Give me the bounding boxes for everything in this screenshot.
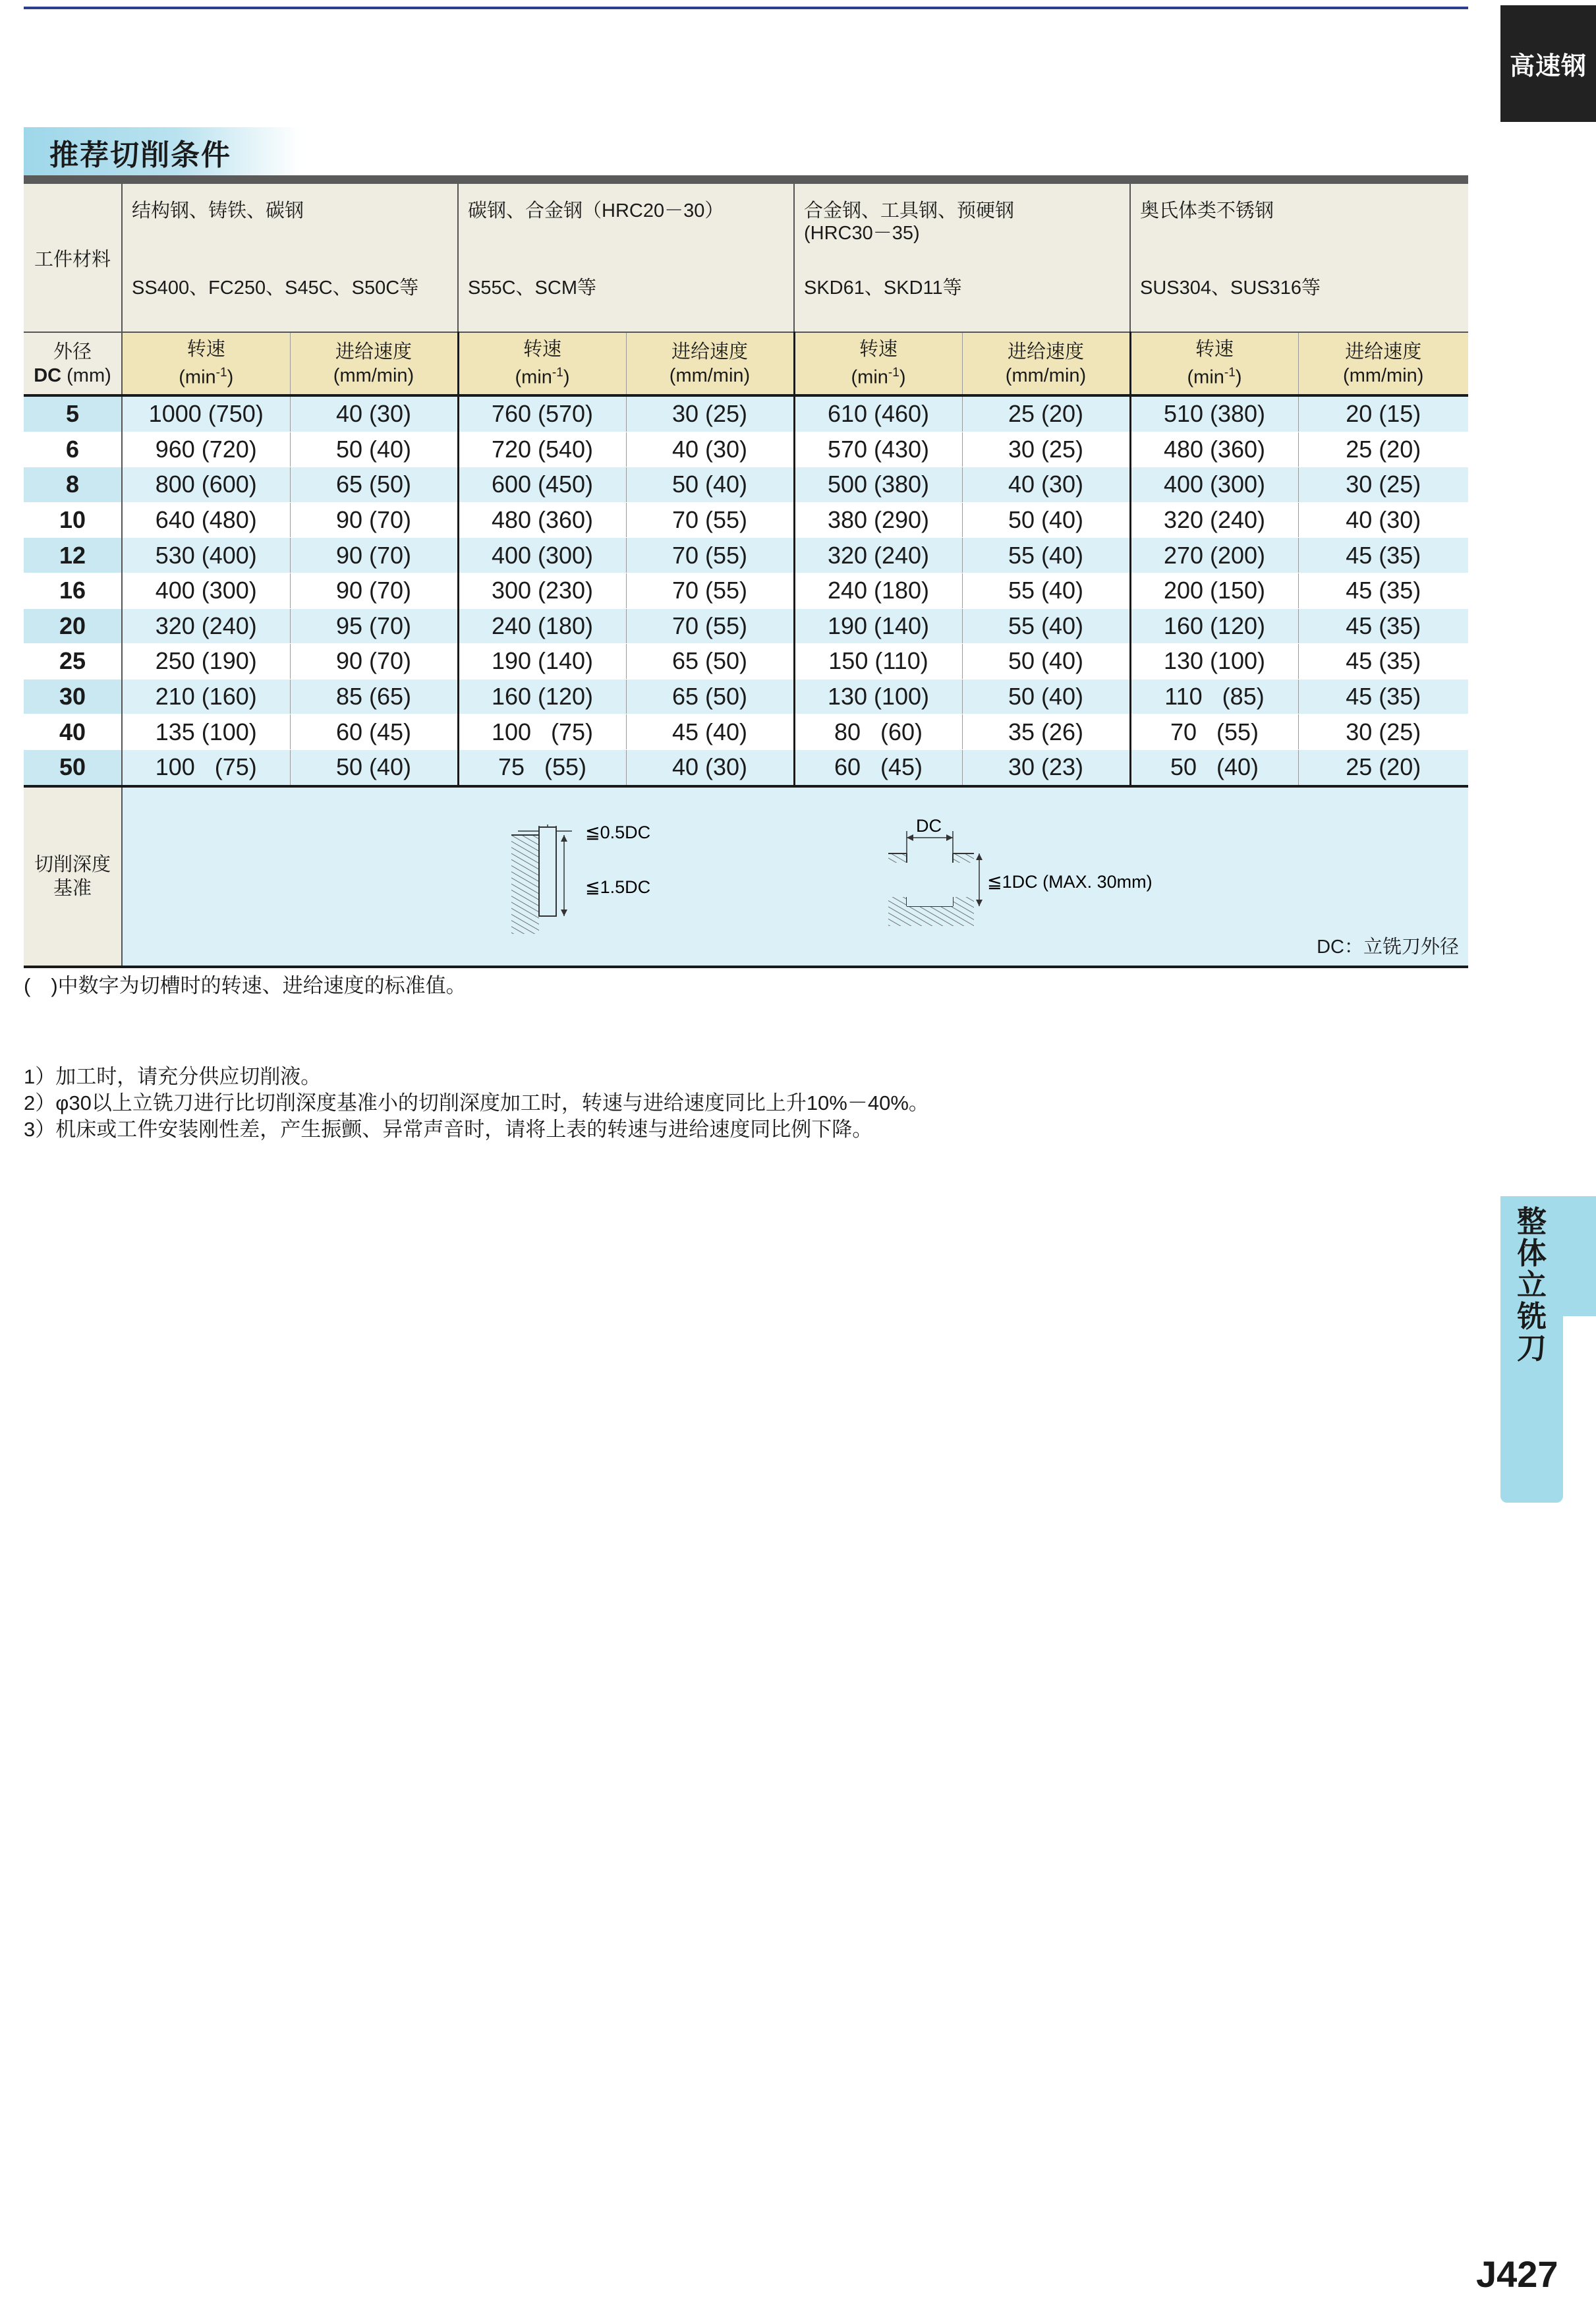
feed-value: 65 (50): [626, 679, 794, 714]
feed-value: 20 (15): [1298, 395, 1468, 432]
dc-definition-note: DC：立铣刀外径: [1317, 936, 1459, 958]
feed-value: 45 (35): [1298, 538, 1468, 573]
material-name: 奥氏体类不锈钢: [1140, 200, 1274, 221]
feed-value: 45 (35): [1298, 573, 1468, 608]
material-grade: SKD61、SKD11等: [804, 277, 962, 299]
rpm-header: [458, 332, 626, 395]
side-milling-diagram: [511, 824, 572, 934]
rpm-value: 210 (160): [122, 679, 290, 714]
rpm-header-unit-sup: -1: [888, 366, 899, 380]
table-top-rule: [24, 175, 1468, 184]
rpm-value: 960 (720): [122, 432, 290, 467]
material-label: 工件材料: [24, 184, 122, 332]
feed-header-label: 进给速度: [1345, 341, 1422, 362]
paren-note: ( )中数字为切槽时的转速、进给速度的标准值。: [24, 974, 467, 997]
depth-label: [24, 786, 122, 967]
dc-value: 8: [24, 467, 122, 503]
material-tab[interactable]: 高速钢: [1500, 5, 1596, 122]
rpm-header: [794, 332, 962, 395]
workpiece-hatch: [907, 906, 953, 926]
rpm-value: 130 (100): [1130, 644, 1298, 679]
material-grade: S55C、SCM等: [468, 277, 596, 299]
feed-value: 45 (35): [1298, 608, 1468, 644]
rpm-value: 80 (60): [794, 714, 962, 750]
category-tab-char: 整: [1516, 1205, 1547, 1238]
rpm-value: 400 (300): [1130, 467, 1298, 503]
feed-value: 90 (70): [290, 644, 458, 679]
feed-header: [626, 332, 794, 395]
dc-value: 25: [24, 644, 122, 679]
category-tab[interactable]: [1500, 1196, 1563, 1503]
dc-header-unit: (mm): [61, 364, 111, 386]
feed-value: 50 (40): [962, 679, 1130, 714]
feed-value: 55 (40): [962, 573, 1130, 608]
depth-row: [24, 786, 1468, 967]
note-item: 3）机床或工件安装刚性差，产生振颤、异常声音时，请将上表的转速与进给速度同比例下降。: [24, 1118, 873, 1141]
material-cell: [1130, 184, 1468, 332]
feed-header-label: 进给速度: [671, 341, 748, 362]
depth-diagram: [123, 788, 1468, 966]
feed-value: 50 (40): [626, 467, 794, 503]
feed-value: 30 (25): [626, 395, 794, 432]
rpm-value: 160 (120): [1130, 608, 1298, 644]
feed-header-label: 进给速度: [335, 341, 412, 362]
rpm-value: 800 (600): [122, 467, 290, 503]
rpm-value: 320 (240): [1130, 502, 1298, 538]
category-tab-char: 铣: [1516, 1300, 1547, 1333]
rpm-value: 100 (75): [458, 714, 626, 750]
rpm-header-unit-end: ): [1235, 366, 1242, 388]
feed-value: 55 (40): [962, 538, 1130, 573]
dc-value: 6: [24, 432, 122, 467]
rpm-header-unit-end: ): [899, 366, 906, 388]
table-row: [24, 538, 1468, 573]
rpm-value: 150 (110): [794, 644, 962, 679]
dc-value: 12: [24, 538, 122, 573]
feed-value: 40 (30): [1298, 502, 1468, 538]
material-grade: SS400、FC250、S45C、S50C等: [132, 277, 419, 299]
rpm-value: 250 (190): [122, 644, 290, 679]
rpm-value: 720 (540): [458, 432, 626, 467]
feed-header-unit: (mm/min): [333, 364, 414, 386]
feed-header-unit: (mm/min): [1343, 364, 1424, 386]
side-width-label: ≦0.5DC: [585, 822, 651, 842]
material-hardness: (HRC30－35): [804, 223, 920, 244]
rpm-header-unit-end: ): [563, 366, 570, 388]
rpm-value: 600 (450): [458, 467, 626, 503]
rpm-value: 130 (100): [794, 679, 962, 714]
rpm-value: 400 (300): [122, 573, 290, 608]
rpm-value: 60 (45): [794, 749, 962, 786]
rpm-value: 480 (360): [458, 502, 626, 538]
feed-value: 25 (20): [962, 395, 1130, 432]
rpm-value: 240 (180): [458, 608, 626, 644]
note-item: 2）φ30以上立铣刀进行比切削深度基准小的切削深度加工时，转速与进给速度同比上升10%－40%。: [24, 1091, 929, 1114]
slot-depth-label: ≦1DC (MAX. 30mm): [987, 871, 1153, 892]
feed-value: 40 (30): [626, 749, 794, 786]
rpm-header-unit-sup: -1: [215, 366, 227, 380]
material-row: [24, 184, 1468, 332]
material-name: 合金钢、工具钢、预硬钢: [804, 200, 1015, 221]
section-title: 推荐切削条件: [49, 139, 231, 171]
table-row: [24, 432, 1468, 467]
rpm-value: 160 (120): [458, 679, 626, 714]
rpm-header-unit: (min: [851, 366, 888, 388]
depth-label-line: 基准: [53, 877, 92, 899]
category-tab-char: 体: [1516, 1236, 1547, 1270]
page-number: J427: [1476, 2253, 1558, 2295]
rpm-header-label: 转速: [859, 339, 898, 361]
rpm-header-unit-sup: -1: [552, 366, 563, 380]
feed-value: 50 (40): [962, 502, 1130, 538]
workpiece-hatch: [511, 835, 539, 934]
depth-label-line: 切削深度: [34, 853, 111, 875]
top-rule: [24, 7, 1468, 9]
table-row: [24, 467, 1468, 503]
material-cell: [122, 184, 458, 332]
feed-value: 45 (35): [1298, 644, 1468, 679]
dc-value: 16: [24, 573, 122, 608]
dc-value: 40: [24, 714, 122, 750]
table-row: [24, 679, 1468, 714]
feed-value: 30 (25): [1298, 467, 1468, 503]
rpm-value: 760 (570): [458, 395, 626, 432]
cutting-conditions-table: [24, 184, 1468, 968]
material-name: 碳钢、合金钢（HRC20－30）: [468, 200, 724, 221]
category-tab-char: 立: [1516, 1268, 1547, 1302]
table-row: [24, 749, 1468, 786]
dc-header-symbol: DC: [34, 364, 62, 386]
dc-value: 20: [24, 608, 122, 644]
rpm-header-label: 转速: [523, 339, 561, 361]
rpm-value: 380 (290): [794, 502, 962, 538]
feed-value: 45 (35): [1298, 679, 1468, 714]
rpm-value: 50 (40): [1130, 749, 1298, 786]
rpm-value: 190 (140): [458, 644, 626, 679]
feed-value: 65 (50): [626, 644, 794, 679]
rpm-header-unit: (min: [179, 366, 216, 388]
rpm-value: 320 (240): [122, 608, 290, 644]
rpm-value: 320 (240): [794, 538, 962, 573]
table-row: [24, 714, 1468, 750]
data-rows: [24, 395, 1468, 786]
table-row: [24, 395, 1468, 432]
feed-value: 95 (70): [290, 608, 458, 644]
rpm-value: 500 (380): [794, 467, 962, 503]
feed-value: 70 (55): [626, 538, 794, 573]
rpm-value: 135 (100): [122, 714, 290, 750]
rpm-header-label: 转速: [1195, 339, 1234, 361]
dc-value: 30: [24, 679, 122, 714]
feed-value: 25 (20): [1298, 749, 1468, 786]
feed-value: 35 (26): [962, 714, 1130, 750]
feed-value: 30 (25): [962, 432, 1130, 467]
rpm-value: 480 (360): [1130, 432, 1298, 467]
side-depth-label: ≦1.5DC: [585, 877, 651, 897]
feed-value: 25 (20): [1298, 432, 1468, 467]
material-cell: [458, 184, 794, 332]
feed-value: 90 (70): [290, 573, 458, 608]
feed-header: [1298, 332, 1468, 395]
rpm-value: 70 (55): [1130, 714, 1298, 750]
slot-milling-diagram: [871, 831, 990, 926]
feed-value: 40 (30): [290, 395, 458, 432]
feed-value: 60 (45): [290, 714, 458, 750]
feed-value: 30 (23): [962, 749, 1130, 786]
table-row: [24, 573, 1468, 608]
rpm-header-unit-sup: -1: [1224, 366, 1236, 380]
material-name: 结构钢、铸铁、碳钢: [132, 200, 304, 221]
feed-value: 50 (40): [290, 432, 458, 467]
rpm-header: [122, 332, 290, 395]
table-row: [24, 608, 1468, 644]
rpm-value: 1000 (750): [122, 395, 290, 432]
rpm-value: 100 (75): [122, 749, 290, 786]
feed-value: 65 (50): [290, 467, 458, 503]
tab-cutout: [1563, 1316, 1596, 1503]
material-grade: SUS304、SUS316等: [1140, 277, 1321, 299]
feed-value: 85 (65): [290, 679, 458, 714]
feed-value: 70 (55): [626, 573, 794, 608]
material-cell: [794, 184, 1130, 332]
column-header-row: [24, 332, 1468, 395]
feed-value: 90 (70): [290, 502, 458, 538]
feed-value: 70 (55): [626, 608, 794, 644]
notes-list: [24, 1064, 929, 1143]
rpm-header-unit: (min: [1187, 366, 1224, 388]
feed-value: 45 (40): [626, 714, 794, 750]
rpm-value: 640 (480): [122, 502, 290, 538]
table-row: [24, 644, 1468, 679]
feed-header-label: 进给速度: [1007, 341, 1084, 362]
feed-value: 55 (40): [962, 608, 1130, 644]
rpm-value: 270 (200): [1130, 538, 1298, 573]
dc-header: [24, 332, 122, 395]
rpm-value: 570 (430): [794, 432, 962, 467]
rpm-value: 400 (300): [458, 538, 626, 573]
rpm-value: 75 (55): [458, 749, 626, 786]
dc-value: 5: [24, 395, 122, 432]
feed-value: 40 (30): [626, 432, 794, 467]
dc-value: 10: [24, 502, 122, 538]
dc-value: 50: [24, 749, 122, 786]
rpm-value: 300 (230): [458, 573, 626, 608]
end-mill-outline: [539, 827, 556, 916]
rpm-header-unit: (min: [515, 366, 552, 388]
rpm-value: 110 (85): [1130, 679, 1298, 714]
dc-header-label: 外径: [53, 341, 92, 362]
rpm-value: 610 (460): [794, 395, 962, 432]
category-tab-char: 刀: [1516, 1331, 1547, 1365]
feed-value: 90 (70): [290, 538, 458, 573]
rpm-header: [1130, 332, 1298, 395]
rpm-value: 510 (380): [1130, 395, 1298, 432]
feed-value: 50 (40): [290, 749, 458, 786]
table-row: [24, 502, 1468, 538]
note-item: 1）加工时，请充分供应切削液。: [24, 1065, 322, 1088]
rpm-value: 530 (400): [122, 538, 290, 573]
depth-diagram-cell: [122, 786, 1468, 967]
feed-value: 50 (40): [962, 644, 1130, 679]
rpm-header-unit-end: ): [227, 366, 234, 388]
feed-header-unit: (mm/min): [1005, 364, 1087, 386]
feed-value: 40 (30): [962, 467, 1130, 503]
feed-value: 30 (25): [1298, 714, 1468, 750]
rpm-header-label: 转速: [186, 339, 225, 361]
feed-header-unit: (mm/min): [669, 364, 751, 386]
rpm-value: 240 (180): [794, 573, 962, 608]
slot-width-label: DC: [916, 815, 942, 836]
rpm-value: 200 (150): [1130, 573, 1298, 608]
rpm-value: 190 (140): [794, 608, 962, 644]
feed-value: 70 (55): [626, 502, 794, 538]
feed-header: [290, 332, 458, 395]
feed-header: [962, 332, 1130, 395]
